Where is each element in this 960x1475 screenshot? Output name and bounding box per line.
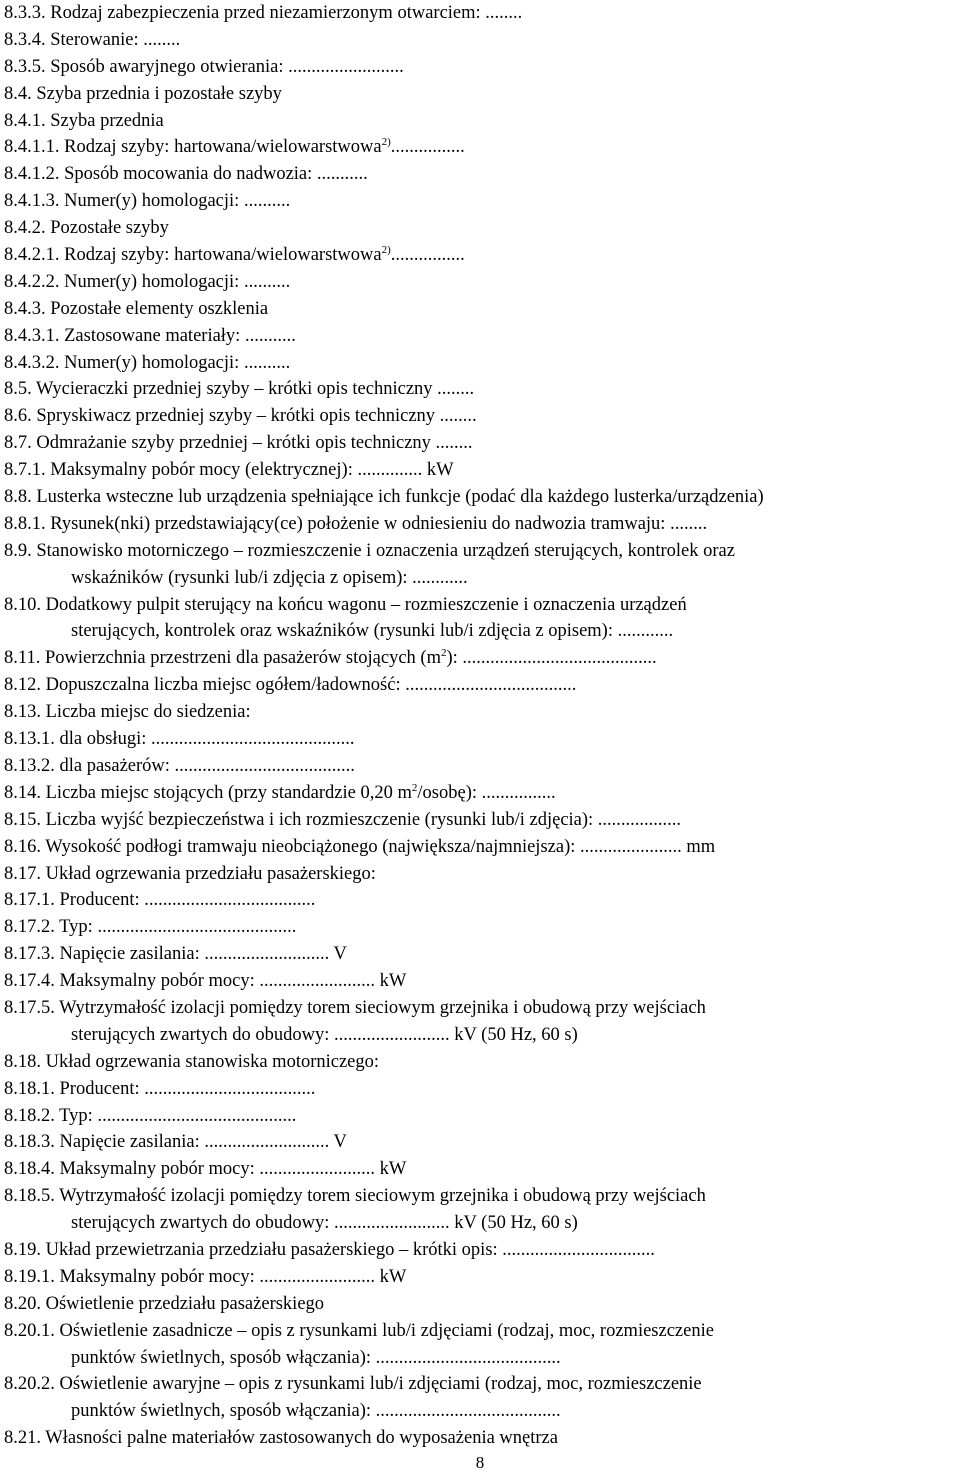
line-text: 8.20.2. Oświetlenie awaryjne – opis z rysunkami lub/i zdjęciami (rodzaj, moc, rozmieszczenie (4, 1374, 702, 1395)
line-text: 8.18. Układ ogrzewania stanowiska motorniczego: (4, 1051, 380, 1072)
document-line (4, 376, 960, 403)
document-line (4, 780, 960, 807)
document-line (4, 1022, 960, 1049)
document-line (4, 161, 960, 188)
document-line (4, 1210, 960, 1237)
document-line (4, 403, 960, 430)
document-line (4, 861, 960, 888)
document-line (4, 1264, 960, 1291)
line-text: 8.4.1.1. Rodzaj szyby: hartowana/wielowarstwowa (4, 137, 382, 158)
document-line (4, 350, 960, 377)
document-line (4, 914, 960, 941)
document-line (4, 1129, 960, 1156)
line-text: 8.11. Powierzchnia przestrzeni dla pasażerów stojących (m (4, 648, 441, 669)
document-line (4, 27, 960, 54)
document-line (4, 54, 960, 81)
line-text-continuation: ................ (390, 245, 465, 266)
line-text: 8.4.2.1. Rodzaj szyby: hartowana/wielowarstwowa (4, 245, 382, 266)
document-line (4, 215, 960, 242)
document-line (4, 484, 960, 511)
document-line (4, 807, 960, 834)
line-text: 8.19. Układ przewietrzania przedziału pasażerskiego – krótki opis: ................................. (4, 1239, 655, 1260)
document-line (4, 188, 960, 215)
document-line (4, 753, 960, 780)
line-text: 8.4.3. Pozostałe elementy oszklenia (4, 298, 269, 319)
line-text: 8.13. Liczba miejsc do siedzenia: (4, 702, 251, 723)
line-text: 8.4.2. Pozostałe szyby (4, 218, 169, 239)
document-line (4, 1103, 960, 1130)
document-line (4, 968, 960, 995)
line-text: 8.18.1. Producent: ..................................... (4, 1078, 316, 1099)
document-line (4, 1156, 960, 1183)
line-text: 8.17.5. Wytrzymałość izolacji pomiędzy torem sieciowym grzejnika i obudową przy wejściach (4, 997, 706, 1018)
line-text: 8.17. Układ ogrzewania przedziału pasażerskiego: (4, 863, 376, 884)
document-line (4, 834, 960, 861)
document-line (4, 699, 960, 726)
line-text: 8.17.1. Producent: ..................................... (4, 890, 316, 911)
line-text: 8.4.1. Szyba przednia (4, 110, 164, 131)
document-line (4, 81, 960, 108)
line-text: 8.4.3.1. Zastosowane materiały: ........... (4, 325, 296, 346)
line-text: punktów świetlnych, sposób włączania): ........................................ (71, 1401, 561, 1422)
document-line (4, 511, 960, 538)
line-text: sterujących zwartych do obudowy: ......................... kV (50 Hz, 60 s) (71, 1024, 578, 1045)
line-text: 8.13.1. dla obsługi: ............................................ (4, 729, 355, 750)
document-line (4, 0, 960, 27)
line-text: 8.13.2. dla pasażerów: ....................................... (4, 755, 355, 776)
document-line (4, 1425, 960, 1452)
document-line (4, 296, 960, 323)
superscript: 2 (411, 781, 418, 794)
document-line (4, 1291, 960, 1318)
line-text: 8.17.3. Napięcie zasilania: ........................... V (4, 944, 347, 965)
document-line (4, 941, 960, 968)
line-text: 8.9. Stanowisko motorniczego – rozmieszczenie i oznaczenia urządzeń sterujących, kontrolek oraz (4, 540, 735, 561)
document-body (4, 0, 960, 1452)
document-line (4, 645, 960, 672)
line-text: sterujących zwartych do obudowy: ......................... kV (50 Hz, 60 s) (71, 1213, 578, 1234)
line-text: 8.18.3. Napięcie zasilania: ........................... V (4, 1132, 347, 1153)
line-text: 8.17.2. Typ: ........................................... (4, 917, 297, 938)
line-text: 8.10. Dodatkowy pulpit sterujący na końcu wagonu – rozmieszczenie i oznaczenia urządzeń (4, 594, 687, 615)
document-line (4, 1318, 960, 1345)
line-text: 8.3.3. Rodzaj zabezpieczenia przed niezamierzonym otwarciem: ........ (4, 3, 523, 23)
document-line (4, 430, 960, 457)
line-text: sterujących, kontrolek oraz wskaźników (rysunki lub/i zdjęcia z opisem): ............ (71, 621, 674, 642)
line-text: 8.18.5. Wytrzymałość izolacji pomiędzy torem sieciowym grzejnika i obudową przy wejściach (4, 1186, 706, 1207)
document-line (4, 1237, 960, 1264)
document-line (4, 726, 960, 753)
line-text: 8.4.1.2. Sposób mocowania do nadwozia: ........... (4, 164, 368, 185)
document-line (4, 1345, 960, 1372)
superscript: 2) (381, 244, 391, 257)
document-line (4, 995, 960, 1022)
line-text: 8.21. Własności palne materiałów zastosowanych do wyposażenia wnętrza (4, 1428, 558, 1449)
page-number: 8 (475, 1453, 485, 1472)
line-text: 8.3.5. Sposób awaryjnego otwierania: ......................... (4, 56, 404, 77)
document-line (4, 592, 960, 619)
line-text-continuation: ................ (390, 137, 465, 158)
line-text: punktów świetlnych, sposób włączania): ........................................ (71, 1347, 561, 1368)
line-text-continuation: /osobę): ................ (417, 782, 556, 803)
document-line (4, 108, 960, 135)
line-text: 8.12. Dopuszczalna liczba miejsc ogółem/ładowność: ..................................... (4, 675, 577, 696)
line-text: 8.4.1.3. Numer(y) homologacji: .......... (4, 191, 291, 212)
line-text: 8.17.4. Maksymalny pobór mocy: ......................... kW (4, 971, 407, 992)
line-text: 8.20.1. Oświetlenie zasadnicze – opis z rysunkami lub/i zdjęciami (rodzaj, moc, rozmieszczenie (4, 1320, 714, 1341)
line-text: 8.4. Szyba przednia i pozostałe szyby (4, 83, 282, 104)
line-text: 8.8. Lusterka wsteczne lub urządzenia spełniające ich funkcje (podać dla każdego lusterka/urządzenia) (4, 487, 764, 508)
line-text: 8.4.2.2. Numer(y) homologacji: .......... (4, 271, 291, 292)
line-text: 8.4.3.2. Numer(y) homologacji: .......... (4, 352, 291, 373)
document-line (4, 565, 960, 592)
line-text: 8.6. Spryskiwacz przedniej szyby – krótki opis techniczny ........ (4, 406, 477, 427)
document-line (4, 1049, 960, 1076)
document-line (4, 242, 960, 269)
line-text: 8.7.1. Maksymalny pobór mocy (elektrycznej): .............. kW (4, 460, 454, 481)
document-line (4, 323, 960, 350)
line-text: wskaźników (rysunki lub/i zdjęcia z opisem): ............ (71, 567, 468, 588)
line-text: 8.18.4. Maksymalny pobór mocy: ......................... kW (4, 1159, 407, 1180)
line-text: 8.15. Liczba wyjść bezpieczeństwa i ich rozmieszczenie (rysunki lub/i zdjęcia): .................. (4, 809, 682, 830)
line-text: 8.3.4. Sterowanie: ........ (4, 29, 181, 50)
document-line (4, 134, 960, 161)
document-line (4, 1076, 960, 1103)
document-line (4, 1183, 960, 1210)
line-text: 8.5. Wycieraczki przedniej szyby – krótki opis techniczny ........ (4, 379, 475, 400)
superscript: 2) (381, 136, 391, 149)
document-line (4, 1371, 960, 1398)
document-line (4, 457, 960, 484)
document-line (4, 1398, 960, 1425)
line-text-continuation: ): .......................................... (446, 648, 657, 669)
document-line (4, 538, 960, 565)
document-line (4, 618, 960, 645)
line-text: 8.7. Odmrażanie szyby przedniej – krótki opis techniczny ........ (4, 433, 473, 454)
line-text: 8.14. Liczba miejsc stojących (przy standardzie 0,20 m (4, 782, 412, 803)
document-line (4, 887, 960, 914)
document-line (4, 269, 960, 296)
line-text: 8.16. Wysokość podłogi tramwaju nieobciążonego (największa/najmniejsza): ...................... mm (4, 836, 716, 857)
line-text: 8.8.1. Rysunek(nki) przedstawiający(ce) położenie w odniesieniu do nadwozia tramwaju: ........ (4, 513, 708, 534)
superscript: 2 (440, 647, 447, 660)
line-text: 8.18.2. Typ: ........................................... (4, 1105, 297, 1126)
line-text: 8.20. Oświetlenie przedziału pasażerskiego (4, 1293, 325, 1314)
document-line (4, 672, 960, 699)
line-text: 8.19.1. Maksymalny pobór mocy: ......................... kW (4, 1266, 407, 1287)
